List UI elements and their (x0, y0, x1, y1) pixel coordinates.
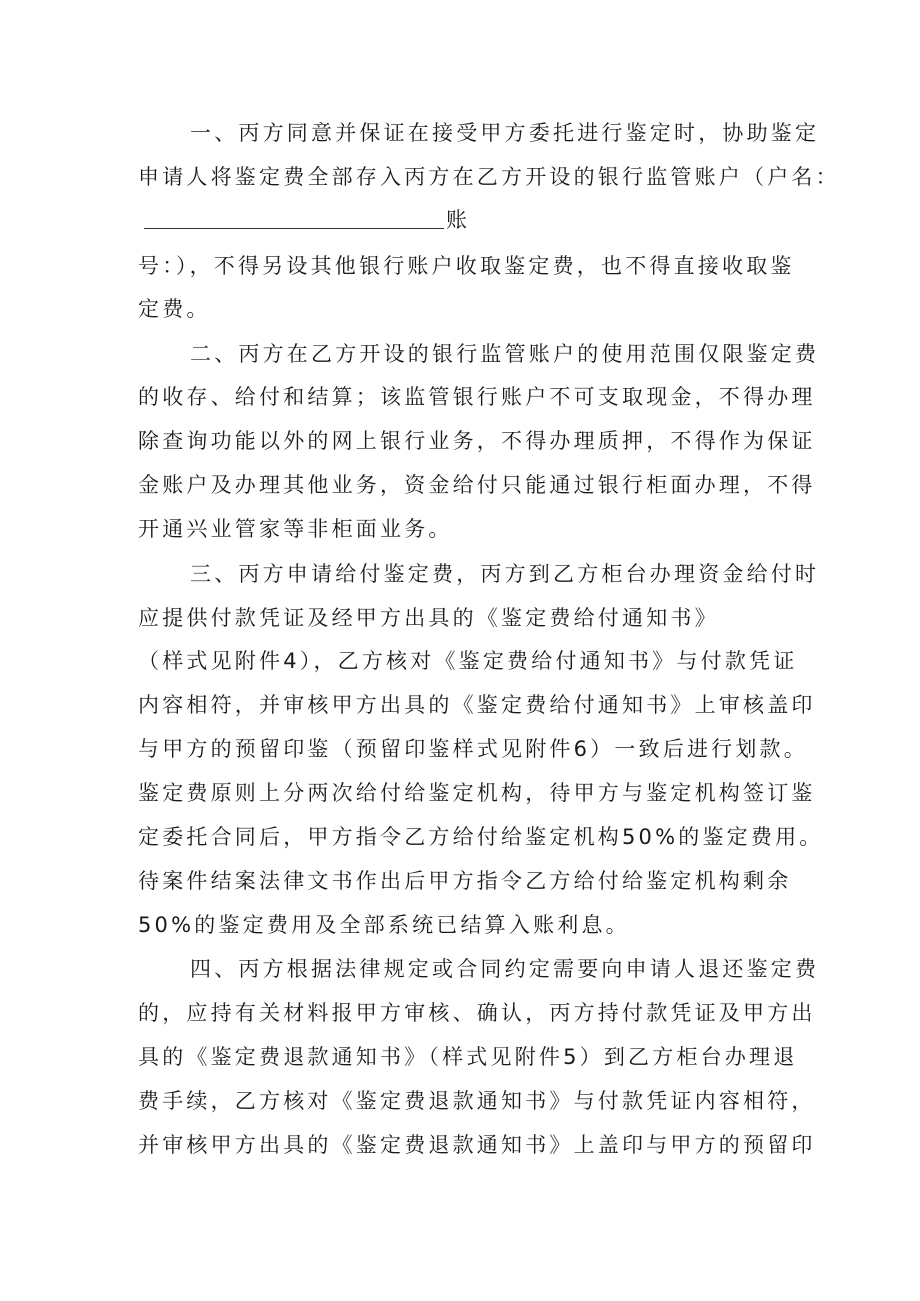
p2-line-2: 的收存、给付和结算；该监管银行账户不可支取现金，不得办理 (138, 385, 816, 409)
p4-line-4: 费手续，乙方核对《鉴定费退款通知书》与付款凭证内容相符， (138, 1089, 816, 1113)
p3-line-1: 三、丙方申请给付鉴定费，丙方到乙方柜台办理资金给付时 (190, 562, 820, 586)
p3-line-3: （样式见附件4），乙方核对《鉴定费给付通知书》与付款凭证 (138, 649, 798, 673)
p1-line-4: 号：），不得另设其他银行账户收取鉴定费，也不得直接收取鉴 (138, 254, 795, 278)
p3-line-6: 鉴定费原则上分两次给付给鉴定机构，待甲方与鉴定机构签订鉴 (138, 781, 816, 805)
p2-line-3: 除查询功能以外的网上银行业务，不得办理质押，不得作为保证 (138, 429, 816, 453)
p4-line-3: 具的《鉴定费退款通知书》（样式见附件5）到乙方柜台办理退 (138, 1045, 798, 1069)
p1-line-1: 一、丙方同意并保证在接受甲方委托进行鉴定时，协助鉴定 (190, 121, 820, 145)
p4-line-5: 并审核甲方出具的《鉴定费退款通知书》上盖印与甲方的预留印 (138, 1133, 816, 1157)
account-name-blank-row (144, 205, 467, 235)
p3-line-9: 50%的鉴定费用及全部系统已结算入账利息。 (138, 913, 630, 937)
p3-line-5: 与甲方的预留印鉴（预留印鉴样式见附件6）一致后进行划款。 (138, 737, 808, 761)
p1-line-2: 申请人将鉴定费全部存入丙方在乙方开设的银行监管账户（户名： (138, 165, 840, 189)
p4-line-1: 四、丙方根据法律规定或合同约定需要向申请人退还鉴定费 (190, 957, 820, 981)
p1-line-3-tail: 账 (446, 208, 467, 232)
p3-line-2: 应提供付款凭证及经甲方出具的《鉴定费给付通知书》 (138, 606, 719, 630)
p3-line-4: 内容相符，并审核甲方出具的《鉴定费给付通知书》上审核盖印 (138, 693, 816, 717)
p3-line-8: 待案件结案法律文书作出后甲方指令乙方给付给鉴定机构剩余 (138, 869, 792, 893)
p3-line-7: 定委托合同后，甲方指令乙方给付给鉴定机构50%的鉴定费用。 (138, 825, 824, 849)
p4-line-2: 的，应持有关材料报甲方审核、确认，丙方持付款凭证及甲方出 (138, 1001, 816, 1025)
p2-line-1: 二、丙方在乙方开设的银行监管账户的使用范围仅限鉴定费 (190, 342, 820, 366)
p2-line-5: 开通兴业管家等非柜面业务。 (138, 517, 453, 541)
p1-line-5: 定费。 (138, 297, 211, 321)
p2-line-4: 金账户及办理其他业务，资金给付只能通过银行柜面办理，不得 (138, 473, 816, 497)
account-name-underline (144, 228, 444, 229)
